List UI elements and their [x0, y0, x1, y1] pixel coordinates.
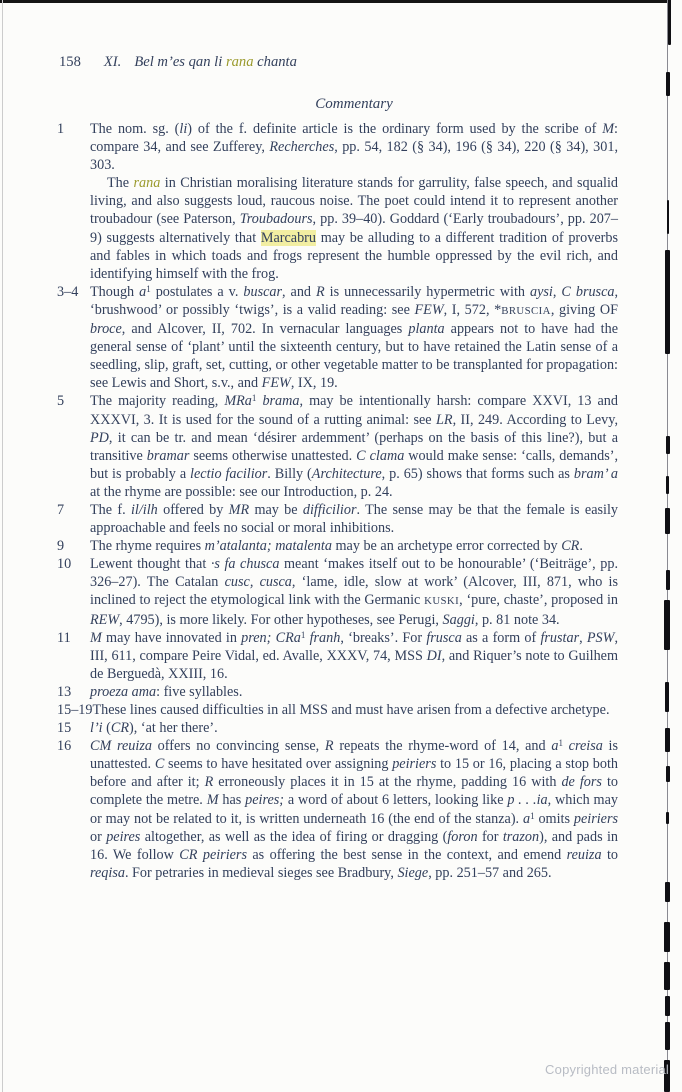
text-segment: CR — [561, 538, 580, 555]
scan-edge-mark — [665, 996, 670, 1016]
copyright-watermark: Copyrighted material — [545, 1062, 669, 1077]
text-segment: , p. 65) shows that forms such as — [381, 465, 574, 482]
text-segment: seems to have hesitated over assigning — [164, 756, 393, 773]
note-text — [57, 537, 618, 555]
text-segment: , pp. 251–57 and 265. — [428, 864, 552, 881]
commentary-note — [57, 737, 618, 882]
text-segment: broce — [90, 321, 122, 338]
text-segment: creisa — [568, 738, 603, 755]
commentary-note — [57, 683, 618, 701]
commentary-list — [57, 120, 618, 882]
text-segment: brama — [262, 393, 300, 410]
text-segment: p . . .ia — [507, 792, 548, 809]
text-segment: ), ‘at her there’. — [129, 720, 218, 737]
note-text — [57, 737, 618, 882]
text-segment: , ‘lame, idle, slow at work’ (Alcover, III, 871, who is inclined to reject the etymological link with the Germanic — [90, 574, 618, 609]
text-segment: matalenta — [275, 538, 332, 555]
text-segment: ) of the f. definite article is the ordinary form used by the scribe of — [187, 121, 603, 137]
note-text — [57, 719, 618, 737]
text-segment: , and — [282, 283, 316, 300]
text-segment: offers no convincing sense, — [151, 738, 325, 755]
text-segment: 1 — [558, 738, 563, 749]
text-segment: CR — [179, 846, 198, 863]
text-segment: postulates a v. — [150, 283, 244, 300]
text-segment: , II, 249. According to Levy, — [452, 411, 618, 428]
text-segment: erroneously places it in 15 at the rhyme, padding 16 with — [213, 774, 562, 791]
text-segment: ), and pads in 16. We follow — [90, 828, 618, 863]
note-number: 13 — [57, 683, 72, 700]
text-segment: . The sense may be that the female is easily approachable and feels no social or moral inhibitions. — [90, 501, 618, 537]
note-text — [57, 174, 618, 283]
text-segment: REW — [90, 611, 120, 628]
text-segment: m’atalanta; — [204, 538, 272, 555]
commentary-note — [57, 120, 618, 174]
text-segment: de fors — [561, 774, 602, 791]
text-segment: bramar — [146, 447, 190, 464]
text-segment: DI — [426, 647, 442, 664]
text-segment: cusc, cusca — [224, 574, 292, 591]
commentary-note — [57, 501, 618, 537]
scan-edge-mark — [665, 882, 670, 902]
text-segment: as offering the best sense in the context, and emend — [246, 846, 567, 863]
note-number: 9 — [57, 538, 65, 555]
commentary-note — [57, 701, 618, 719]
text-segment: proeza ama — [90, 683, 157, 700]
text-segment: peires; — [245, 792, 285, 809]
text-segment: , pp. 54, 182 (§ 34), 196 (§ 34), 220 (§ 34), 301, 303. — [90, 139, 618, 174]
scan-edge-mark — [666, 72, 670, 96]
text-segment: appears not to have had the general sense of ‘plant’ until the sixteenth century, but to have retained the Latin sense of a seedling, slip, graft, set, cutting, or other vegetable matter to be transplanted for propagation: see Lewis and Short, s.v., and — [90, 321, 618, 392]
commentary-note — [57, 174, 618, 283]
text-segment: , it can be tr. and mean ‘désirer ardemment’ (perhaps on the basis of this line?), but a transitive — [90, 429, 618, 464]
text-segment: bram’ a — [573, 465, 618, 482]
text-segment: peires — [106, 828, 141, 845]
text-segment: at the rhyme are possible: see our Introduction, p. 24. — [90, 483, 393, 500]
text-segment: offered by — [157, 501, 229, 518]
text-segment: , — [552, 283, 562, 300]
text-segment: , p. 81 note 34. — [474, 611, 560, 628]
text-segment: or — [90, 828, 107, 845]
text-segment: to complete the metre. — [90, 774, 618, 809]
text-segment: , ‘brushwood’ or possibly ‘twigs’, is a valid reading: see — [90, 283, 619, 318]
scan-edge-mark — [666, 476, 669, 494]
scan-edge-mark — [665, 250, 670, 354]
note-number: 15–19 — [57, 702, 93, 718]
scan-edge-mark — [666, 812, 669, 824]
note-text — [57, 683, 618, 701]
text-segment: , which may or may not be related to it, is written underneath 16 (the end of the stanza). — [90, 792, 618, 827]
text-segment: Recherches — [269, 139, 335, 156]
text-segment: PD — [90, 429, 109, 446]
text-segment: Troubadours — [239, 211, 313, 228]
text-segment: C clama — [356, 447, 405, 464]
note-text — [57, 555, 618, 628]
scan-edge-mark — [666, 436, 670, 454]
text-segment: , and Riquer’s note to Guilhem de Berguedà, XXIII, 16. — [90, 647, 619, 682]
note-text — [57, 501, 618, 537]
note-number: 16 — [57, 738, 72, 755]
text-segment: a — [551, 738, 559, 755]
note-text — [57, 283, 618, 393]
text-segment: a — [522, 810, 531, 827]
text-segment: li — [179, 121, 188, 137]
commentary-note — [57, 537, 618, 555]
text-segment: , III, 611, compare Peire Vidal, ed. Avalle, XXXV, 74, MSS — [90, 629, 619, 664]
text-segment: . For petraries in medieval sieges see Bradbury, — [124, 864, 398, 881]
text-segment: a — [139, 283, 147, 300]
section-heading: Commentary — [315, 96, 393, 112]
text-segment: , I, 572, * — [443, 301, 502, 318]
commentary-note — [57, 392, 618, 501]
note-number: 1 — [57, 121, 65, 137]
scan-edge-mark — [664, 922, 670, 952]
note-text — [57, 701, 618, 719]
text-segment: , ‘pure, chaste’, proposed in — [459, 592, 618, 609]
poem-number: XI. — [103, 54, 122, 70]
text-segment: The nom. sg. ( — [90, 121, 180, 137]
text-segment: 1 — [251, 393, 257, 404]
text-segment: for — [477, 828, 503, 845]
text-segment: R — [204, 774, 214, 791]
text-segment: . Billy ( — [267, 465, 312, 482]
text-segment: LR — [436, 411, 453, 428]
text-segment: M — [602, 121, 615, 137]
note-text — [57, 392, 618, 501]
text-segment: M — [90, 629, 102, 646]
text-segment: planta — [408, 321, 445, 338]
text-segment: has — [218, 792, 246, 809]
text-segment-highlighted: Marcabru — [260, 229, 316, 246]
text-segment: altogether, as well as the idea of firing or dragging ( — [140, 828, 448, 845]
scan-edge-mark — [665, 682, 669, 712]
text-segment: CR — [110, 720, 130, 737]
text-segment: would make sense: ‘calls, demands’, but is probably a — [90, 447, 619, 482]
text-segment: l’i — [90, 720, 103, 737]
text-segment: FEW — [414, 301, 444, 318]
text-segment: The — [107, 175, 134, 192]
text-segment: , may be intentionally harsh: compare XXVI, 13 and XXXVI, 3. It is used for the sound of a rutting animal: see — [90, 393, 618, 428]
text-segment: pren; — [241, 629, 272, 646]
text-segment: R — [324, 738, 334, 755]
text-segment: frustar — [540, 629, 580, 646]
note-number: 11 — [57, 629, 71, 646]
text-segment: a word of about 6 letters, looking like — [284, 792, 508, 809]
text-segment: , IX, 19. — [290, 375, 338, 392]
note-text — [57, 629, 618, 683]
text-segment: may be alluding to a different tradition of proverbs and fables in which toads and frogs represent the humble oppressed by the evil rich, and identifying himself with the frog. — [90, 229, 618, 282]
text-segment: to — [601, 846, 618, 863]
text-segment: C — [154, 756, 165, 773]
scan-top-border — [0, 0, 671, 3]
note-number: 5 — [57, 393, 65, 410]
text-segment: , 4795), is more likely. For other hypotheses, see Perugi, — [119, 611, 443, 628]
text-segment: FEW — [261, 375, 291, 392]
text-segment: repeats the rhyme-word of 14, and — [333, 738, 552, 755]
text-segment: trazon — [502, 828, 540, 845]
text-segment: Lewent thought that — [90, 556, 211, 573]
text-segment: KUSKI — [424, 595, 460, 608]
text-segment: , pp. 39–40). Goddard (‘Early troubadours’, pp. 207–9) suggests alternatively that — [90, 211, 618, 246]
text-segment: The f. — [90, 501, 131, 518]
text-segment: , giving OF — [550, 301, 618, 318]
text-segment: reqisa — [90, 864, 125, 881]
text-segment: il/ilh — [130, 501, 158, 518]
commentary-note — [57, 629, 618, 683]
text-segment: CM reuiza — [90, 738, 152, 755]
text-segment: ( — [102, 720, 111, 737]
text-segment: aysi — [530, 283, 553, 300]
text-segment: The majority reading, — [90, 393, 225, 410]
scan-edge-mark — [665, 1022, 670, 1050]
text-segment: , — [579, 629, 587, 646]
note-text — [57, 120, 618, 174]
text-segment: in Christian moralising literature stands for garrulity, false speech, and squalid living, and also suggests loud, raucous noise. The poet could intend it to represent another troubadour (see Paterson, — [90, 175, 618, 228]
text-segment: as a form of — [461, 629, 541, 646]
text-segment: BRUSCIA — [501, 304, 551, 317]
text-segment: buscar — [243, 283, 283, 300]
text-segment: M — [206, 792, 219, 809]
text-segment: , and Alcover, II, 702. In vernacular languages — [121, 321, 409, 338]
scan-left-edge — [2, 0, 3, 1092]
text-segment: franh — [309, 629, 341, 646]
text-segment: Saggi — [442, 611, 475, 628]
text-segment: chanta — [253, 54, 297, 70]
text-segment: Architecture — [311, 465, 382, 482]
text-segment: : compare 34, and see Zufferey, — [90, 121, 618, 156]
text-segment: reuiza — [566, 846, 602, 863]
running-title — [134, 54, 297, 70]
scan-edge-mark — [666, 766, 670, 782]
scan-edge-mark — [664, 600, 670, 650]
text-segment: 1 — [300, 629, 306, 640]
scan-edge-mark — [667, 200, 669, 234]
text-segment: omits — [534, 810, 574, 827]
text-segment: Siege — [397, 864, 429, 881]
text-segment-search-hit: rana — [225, 54, 254, 70]
scan-edge-mark — [668, 0, 671, 45]
text-segment: C — [561, 283, 571, 300]
text-segment: meant ‘makes itself out to be honourable’ (‘Beiträge’, pp. 326–27). The Catalan — [90, 556, 618, 591]
text-segment: R — [316, 283, 325, 300]
note-number: 15 — [57, 720, 72, 737]
scan-edge-mark — [665, 508, 670, 534]
text-segment: 1 — [146, 283, 151, 294]
scan-edge-mark — [665, 728, 670, 752]
text-segment: is unnecessarily hypermetric with — [324, 283, 530, 300]
scan-edge-mark — [664, 962, 670, 990]
note-number: 10 — [57, 556, 72, 573]
text-segment: The rhyme requires — [90, 538, 205, 555]
text-segment: Bel m’es qan li — [134, 54, 226, 70]
text-segment: may be — [249, 501, 303, 518]
text-segment: MRa — [224, 393, 252, 410]
text-segment: 1 — [530, 810, 535, 821]
text-segment: is unattested. — [90, 738, 619, 773]
text-segment: ·s fa chusca — [210, 556, 280, 573]
text-segment: frusca — [426, 629, 462, 646]
text-segment: lectio facilior — [190, 465, 268, 482]
text-segment: : five syllables. — [156, 683, 243, 700]
text-segment: peiriers — [573, 810, 618, 827]
text-segment: brusca — [575, 283, 615, 300]
text-segment: These lines caused difficulties in all MSS and must have arisen from a defective archetype. — [92, 702, 610, 718]
text-segment: Though — [90, 283, 140, 300]
text-segment: seems otherwise unattested. — [189, 447, 357, 464]
running-header — [59, 54, 297, 71]
text-segment: MR — [228, 501, 250, 518]
note-number: 3–4 — [57, 283, 79, 300]
text-segment: difficilior — [302, 501, 357, 518]
text-segment: . — [579, 538, 583, 555]
commentary-note — [57, 555, 618, 628]
text-segment: may have innovated in — [101, 629, 242, 646]
text-segment: to 15 or 16, placing a stop both before and after it; — [90, 756, 618, 791]
text-segment: foron — [447, 828, 478, 845]
text-segment: , ‘breaks’. For — [340, 629, 427, 646]
scan-edge-mark — [666, 570, 670, 590]
text-segment: peiriers — [392, 756, 437, 773]
note-number: 7 — [57, 501, 65, 518]
text-segment: PSW — [586, 629, 615, 646]
text-segment: CRa — [275, 629, 301, 646]
commentary-note — [57, 719, 618, 737]
commentary-note — [57, 283, 618, 393]
text-segment-search-hit: rana — [133, 175, 161, 192]
page-number: 158 — [59, 54, 81, 70]
text-segment: peiriers — [202, 846, 247, 863]
text-segment: may be an archetype error corrected by — [331, 538, 562, 555]
